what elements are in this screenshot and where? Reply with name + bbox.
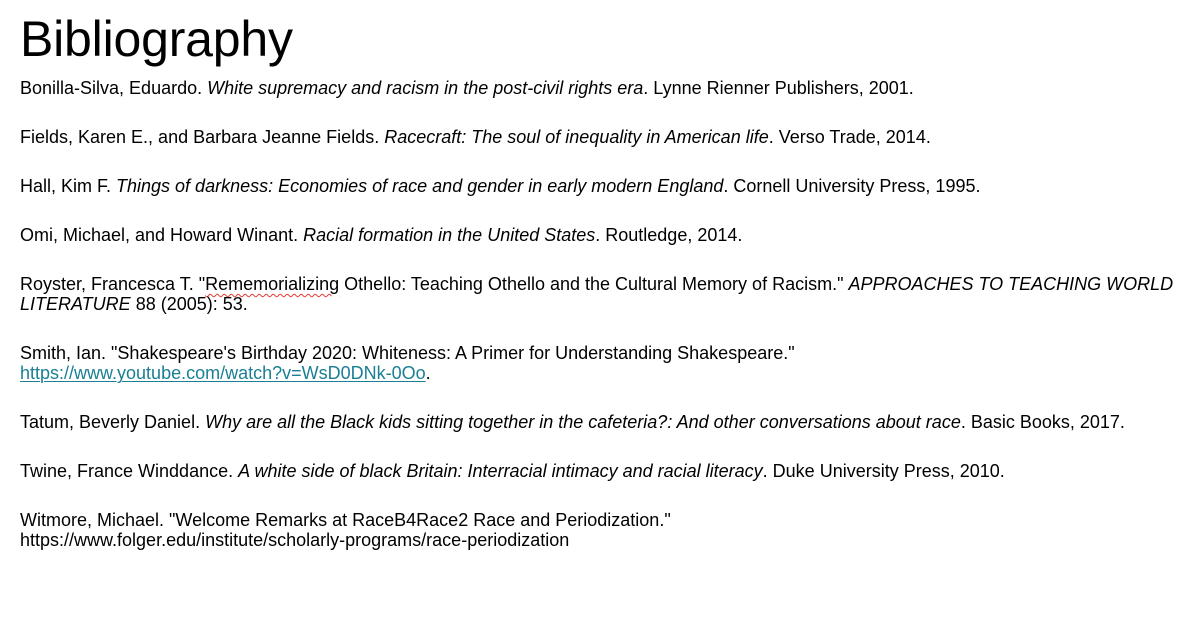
entry-author: Bonilla-Silva, Eduardo. bbox=[20, 78, 208, 98]
bibliography-entry bbox=[20, 274, 1185, 314]
entry-author: Omi, Michael, and Howard Winant. bbox=[20, 225, 304, 245]
bibliography-entry bbox=[20, 127, 1185, 147]
spellcheck-flagged-word[interactable]: Rememorializing bbox=[205, 274, 340, 294]
bibliography-list bbox=[20, 78, 1185, 550]
entry-author: Smith, Ian. "Shakespeare's Birthday 2020: Whiteness: A Primer for Understanding Shakespeare." bbox=[20, 343, 795, 363]
entry-title: White supremacy and racism in the post-civil rights era bbox=[207, 78, 644, 98]
entry-title: Racial formation in the United States bbox=[303, 225, 596, 245]
entry-author: Twine, France Winddance. bbox=[20, 461, 239, 481]
entry-author: Tatum, Beverly Daniel. bbox=[20, 412, 206, 432]
entry-period: . bbox=[425, 363, 431, 383]
bibliography-entry bbox=[20, 225, 1185, 245]
bibliography-entry bbox=[20, 343, 1185, 383]
entry-title: Things of darkness: Economies of race and gender in early modern England bbox=[116, 176, 724, 196]
entry-article-title: Othello: Teaching Othello and the Cultural Memory of Racism." bbox=[339, 274, 849, 294]
entry-publisher: . Cornell University Press, 1995. bbox=[723, 176, 981, 196]
entry-author: Hall, Kim F. bbox=[20, 176, 117, 196]
entry-link[interactable]: https://www.youtube.com/watch?v=WsD0DNk-0Oo bbox=[20, 363, 426, 383]
entry-publisher: . Lynne Rienner Publishers, 2001. bbox=[643, 78, 914, 98]
entry-title: Racecraft: The soul of inequality in American life bbox=[384, 127, 769, 147]
entry-author: Fields, Karen E., and Barbara Jeanne Fields. bbox=[20, 127, 385, 147]
entry-url-text: https://www.folger.edu/institute/scholarly-programs/race-periodization bbox=[20, 530, 570, 550]
entry-publisher: . Verso Trade, 2014. bbox=[768, 127, 931, 147]
bibliography-entry bbox=[20, 510, 1185, 550]
entry-title: Why are all the Black kids sitting together in the cafeteria?: And other conversations about race bbox=[205, 412, 961, 432]
entry-journal: APPROACHES TO TEACHING WORLD LITERATURE bbox=[20, 274, 1174, 314]
bibliography-entry bbox=[20, 176, 1185, 196]
entry-publisher: 88 (2005): 53. bbox=[130, 294, 248, 314]
bibliography-entry bbox=[20, 78, 1185, 98]
entry-publisher: . Duke University Press, 2010. bbox=[762, 461, 1005, 481]
entry-publisher: . Basic Books, 2017. bbox=[960, 412, 1125, 432]
entry-author: Witmore, Michael. "Welcome Remarks at RaceB4Race2 Race and Periodization." bbox=[20, 510, 671, 530]
entry-author: Royster, Francesca T. " bbox=[20, 274, 206, 294]
entry-publisher: . Routledge, 2014. bbox=[595, 225, 743, 245]
bibliography-entry bbox=[20, 461, 1185, 481]
document-page bbox=[20, 0, 1185, 579]
page-title: Bibliography bbox=[20, 11, 293, 67]
entry-title: A white side of black Britain: Interracial intimacy and racial literacy bbox=[238, 461, 763, 481]
bibliography-entry bbox=[20, 412, 1185, 432]
